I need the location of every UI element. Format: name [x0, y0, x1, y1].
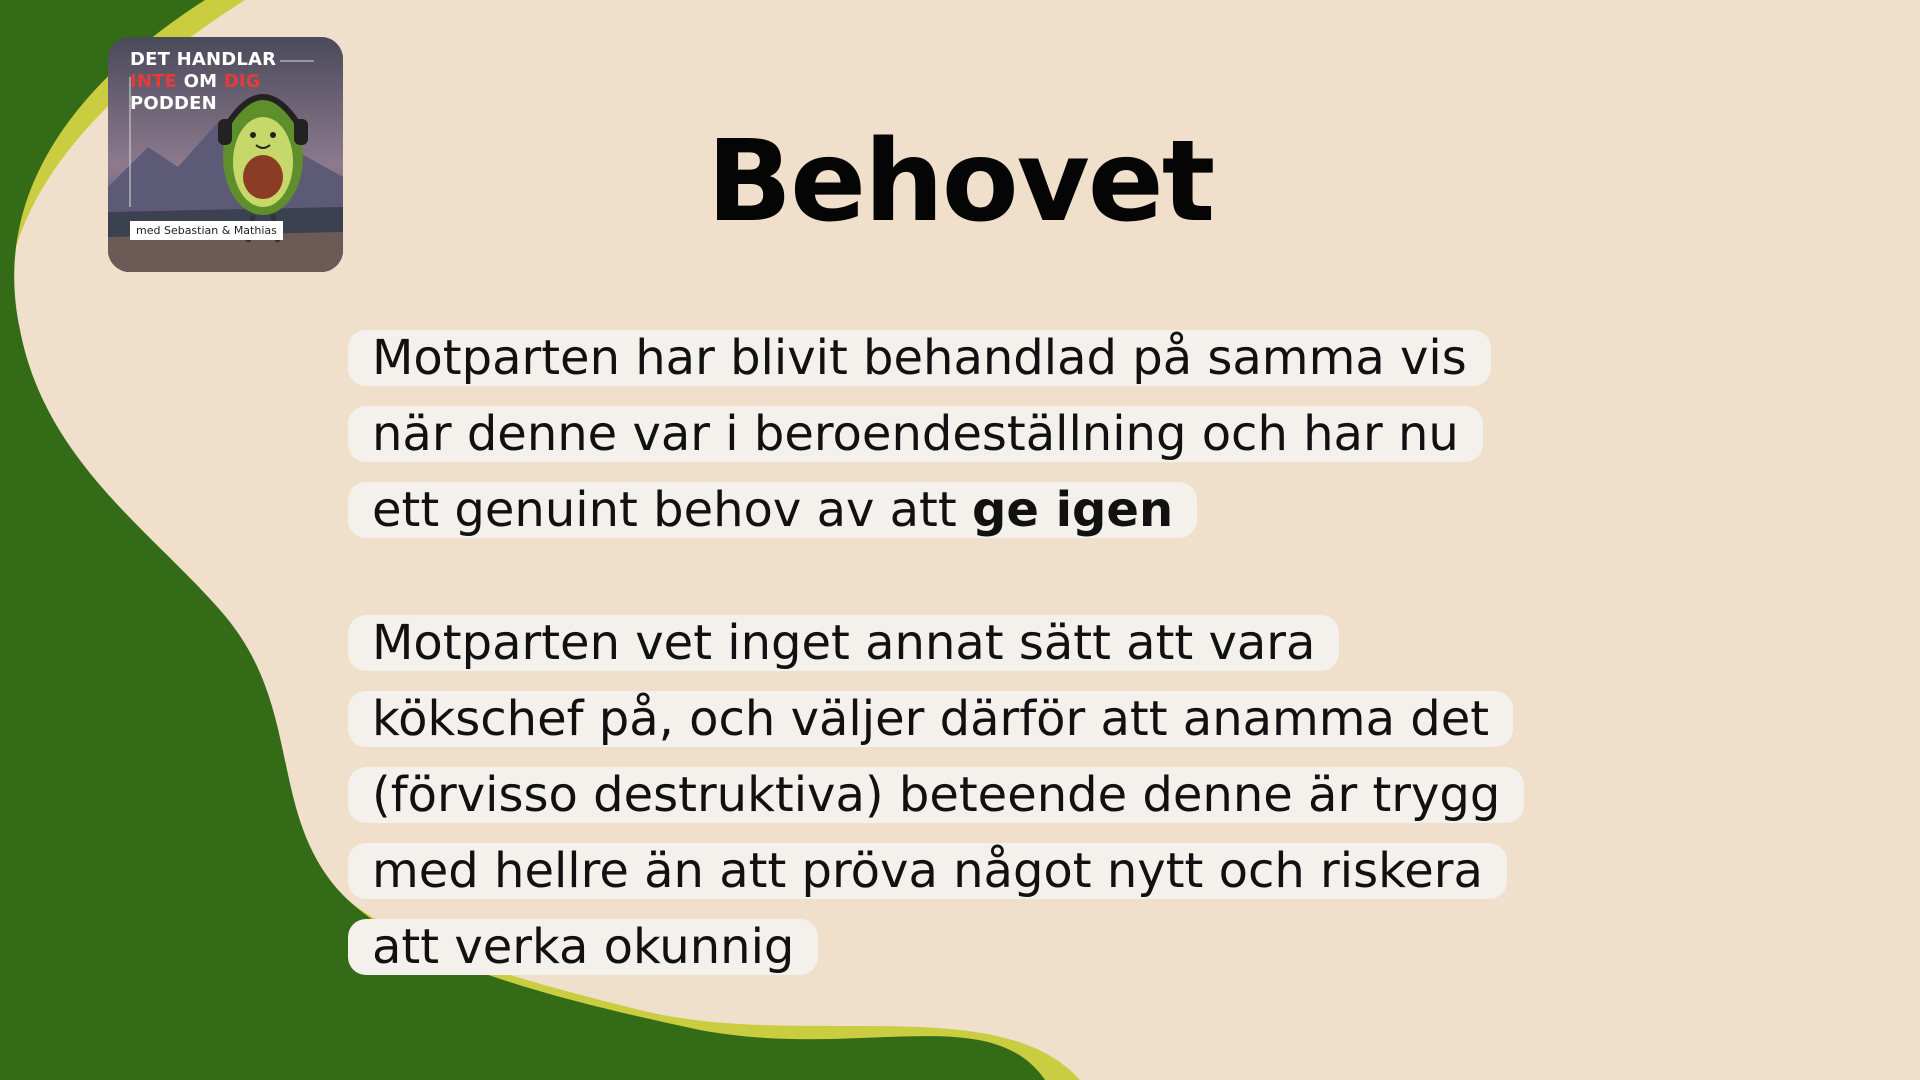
paragraph-1-line-1: Motparten har blivit behandlad på samma vis — [348, 330, 1491, 386]
logo-word-om: OM — [183, 71, 218, 92]
logo-caption: med Sebastian & Mathias — [130, 221, 283, 240]
paragraph-2-line-2: kökschef på, och väljer därför att anamma det — [348, 691, 1513, 747]
paragraph-2-line-5: att verka okunnig — [348, 919, 818, 975]
paragraph-1-emphasis: ge igen — [971, 482, 1174, 538]
paragraph-2-line-3: (förvisso destruktiva) beteende denne är trygg — [348, 767, 1524, 823]
logo-word-dig: DIG — [223, 71, 261, 92]
paragraph-2 — [348, 605, 1524, 985]
slide-title: Behovet — [706, 117, 1214, 247]
paragraph-1 — [348, 320, 1491, 548]
paragraph-1-line-3-text: ett genuint behov av att — [372, 482, 972, 538]
logo-line-2 — [130, 71, 261, 93]
logo-word-inte: INTE — [130, 71, 178, 92]
paragraph-2-line-4: med hellre än att pröva något nytt och riskera — [348, 843, 1507, 899]
paragraph-1-line-3 — [348, 482, 1197, 538]
logo-line-3: PODDEN — [130, 93, 217, 114]
logo-line-1: DET HANDLAR — [130, 49, 277, 70]
paragraph-1-line-2: när denne var i beroendeställning och har nu — [348, 406, 1483, 462]
paragraph-2-line-1: Motparten vet inget annat sätt att vara — [348, 615, 1339, 671]
